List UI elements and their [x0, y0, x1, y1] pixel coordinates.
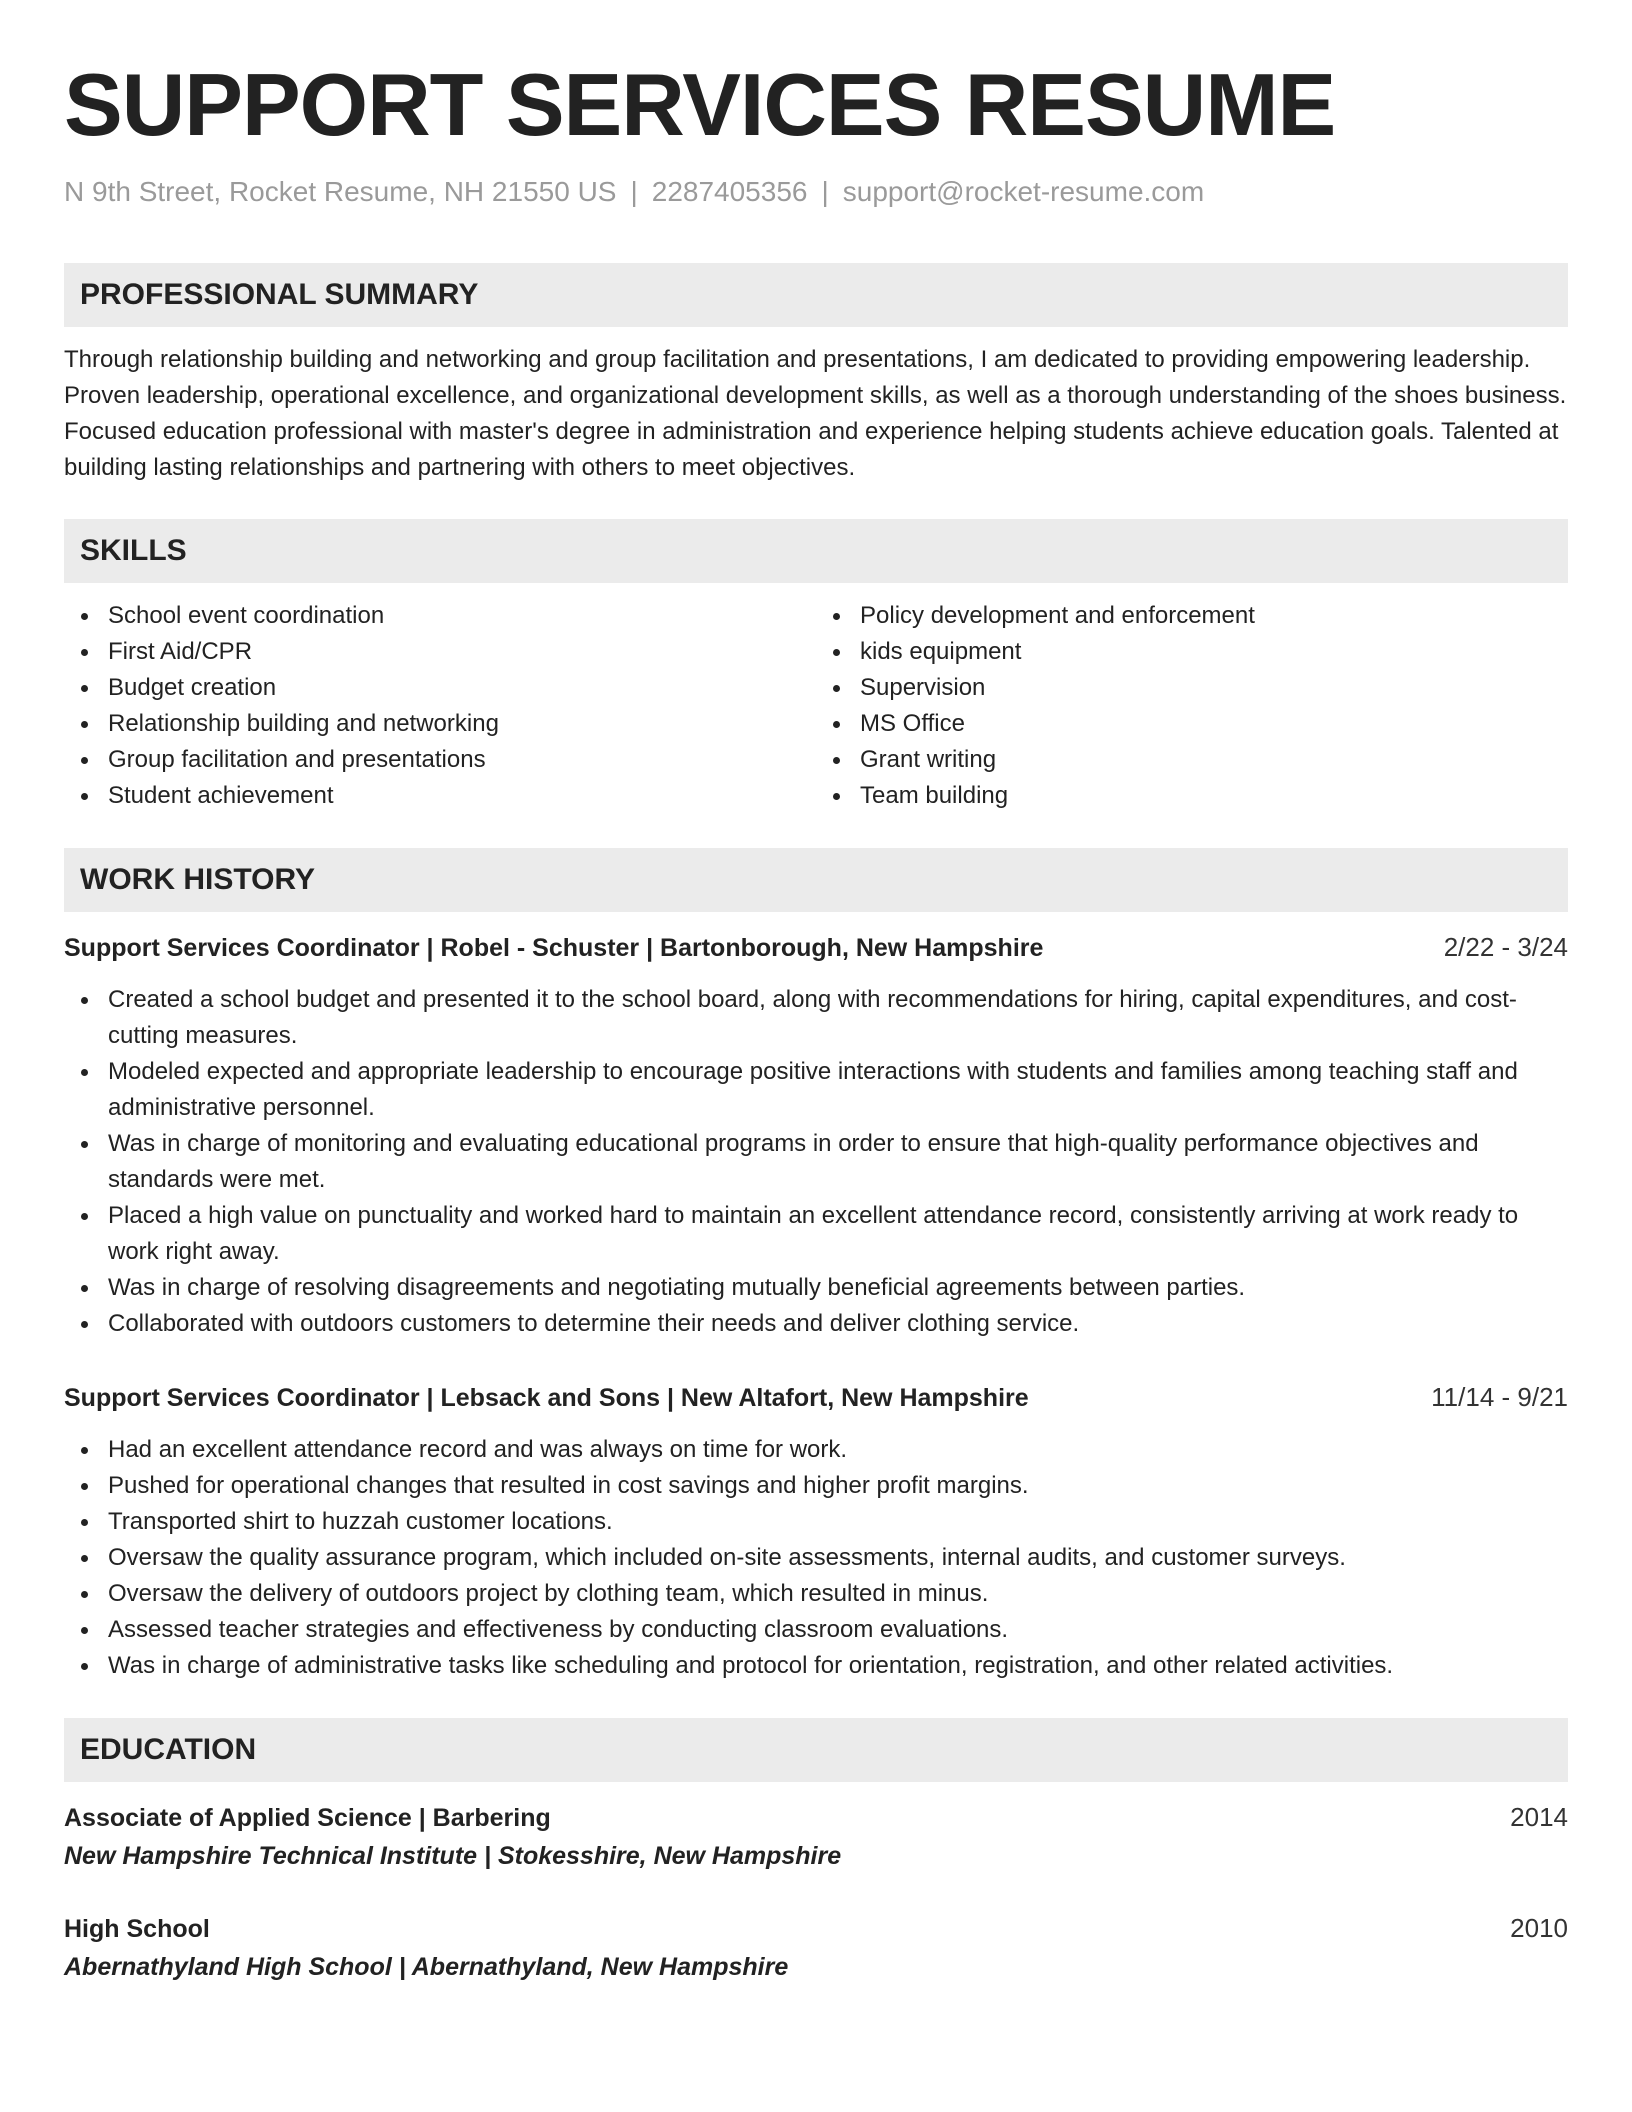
job-entry — [64, 929, 1568, 1342]
job-dates: 2/22 - 3/24 — [1443, 932, 1568, 962]
job-bullet: Was in charge of monitoring and evaluating educational programs in order to ensure that high-quality performance objectives and standards were met. — [64, 1126, 1564, 1198]
skill-item: Group facilitation and presentations — [64, 742, 816, 778]
job-bullet: Created a school budget and presented it to the school board, along with recommendations for hiring, capital expenditures, and cost-cutting measures. — [64, 982, 1564, 1054]
contact-email: support@rocket-resume.com — [842, 176, 1205, 207]
job-header — [64, 1379, 1568, 1416]
section-header-skills — [64, 519, 1568, 583]
contact-address: N 9th Street, Rocket Resume, NH 21550 US — [64, 176, 617, 207]
skill-item: kids equipment — [816, 634, 1568, 670]
skill-item: Grant writing — [816, 742, 1568, 778]
job-bullet: Pushed for operational changes that resulted in cost savings and higher profit margins. — [64, 1468, 1564, 1504]
education-school: New Hampshire Technical Institute | Stokesshire, New Hampshire — [64, 1842, 842, 1870]
skill-item: Budget creation — [64, 670, 816, 706]
summary-text: Through relationship building and networking and group facilitation and presentations, I am dedicated to providing empowering leadership. Proven leadership, operational excellence, and organizational development skills, as well as a thorough understanding of the shoes business. Focused education professional with master's degree in administration and experience helping students achieve education goals. Talented at building lasting relationships and partnering with others to meet objectives. — [64, 346, 1567, 481]
skill-item: School event coordination — [64, 598, 816, 634]
section-header-work-history — [64, 848, 1568, 912]
skills-column-right — [816, 598, 1568, 814]
contact-line — [64, 174, 1568, 210]
job-bullet: Was in charge of resolving disagreements and negotiating mutually beneficial agreements between parties. — [64, 1270, 1564, 1306]
job-header — [64, 929, 1568, 966]
job-bullet: Had an excellent attendance record and was always on time for work. — [64, 1432, 1564, 1468]
skill-item: Team building — [816, 778, 1568, 814]
contact-phone: 2287405356 — [651, 176, 808, 207]
job-bullet: Assessed teacher strategies and effectiveness by conducting classroom evaluations. — [64, 1612, 1564, 1648]
section-heading: SKILLS — [80, 534, 187, 567]
job-bullet: Collaborated with outdoors customers to determine their needs and deliver clothing service. — [64, 1306, 1564, 1342]
contact-separator: | — [821, 176, 829, 207]
section-header-summary — [64, 263, 1568, 327]
resume-title: SUPPORT SERVICES RESUME — [64, 55, 1336, 154]
job-entry — [64, 1379, 1568, 1684]
section-heading: EDUCATION — [80, 1733, 257, 1766]
job-bullet: Oversaw the delivery of outdoors project by clothing team, which resulted in minus. — [64, 1576, 1564, 1612]
skill-item: Supervision — [816, 670, 1568, 706]
skills-column-left — [64, 598, 816, 814]
skill-item: Student achievement — [64, 778, 816, 814]
education-degree: High School — [64, 1915, 210, 1943]
job-bullet: Oversaw the quality assurance program, which included on-site assessments, internal audits, and customer surveys. — [64, 1540, 1564, 1576]
job-dates: 11/14 - 9/21 — [1431, 1382, 1568, 1412]
education-header — [64, 1910, 1568, 1947]
skill-item: Policy development and enforcement — [816, 598, 1568, 634]
job-bullet-list — [64, 1432, 1564, 1684]
job-title: Support Services Coordinator | Lebsack and Sons | New Altafort, New Hampshire — [64, 1384, 1029, 1412]
contact-separator: | — [630, 176, 638, 207]
education-entry — [64, 1910, 1568, 1985]
skill-item: MS Office — [816, 706, 1568, 742]
job-title: Support Services Coordinator | Robel - Schuster | Bartonborough, New Hampshire — [64, 934, 1044, 962]
job-bullet: Transported shirt to huzzah customer locations. — [64, 1504, 1564, 1540]
job-bullet: Placed a high value on punctuality and worked hard to maintain an excellent attendance record, consistently arriving at work ready to work right away. — [64, 1198, 1564, 1270]
section-heading: PROFESSIONAL SUMMARY — [80, 278, 479, 311]
job-bullet-list — [64, 982, 1564, 1342]
job-bullet: Was in charge of administrative tasks like scheduling and protocol for orientation, registration, and other related activities. — [64, 1648, 1564, 1684]
job-bullet: Modeled expected and appropriate leadership to encourage positive interactions with students and families among teaching staff and administrative personnel. — [64, 1054, 1564, 1126]
skills-list — [64, 598, 1568, 814]
education-year: 2014 — [1510, 1802, 1568, 1832]
section-header-education — [64, 1718, 1568, 1782]
education-header — [64, 1799, 1568, 1836]
education-entry — [64, 1799, 1568, 1874]
education-year: 2010 — [1510, 1913, 1568, 1943]
education-degree: Associate of Applied Science | Barbering — [64, 1804, 551, 1832]
education-school: Abernathyland High School | Abernathyland, New Hampshire — [64, 1953, 789, 1981]
skill-item: First Aid/CPR — [64, 634, 816, 670]
section-heading: WORK HISTORY — [80, 863, 316, 896]
skill-item: Relationship building and networking — [64, 706, 816, 742]
